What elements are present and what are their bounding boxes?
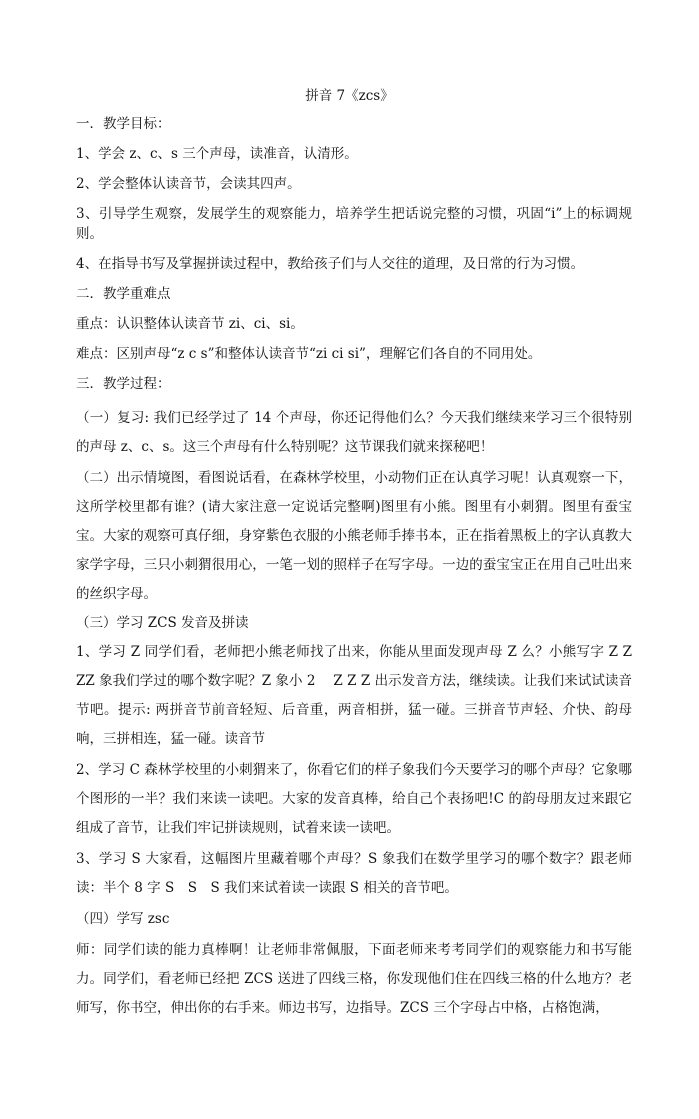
objective-item-3: 3、引导学生观察，发展学生的观察能力，培养学生把话说完整的习惯，巩固“i”上的标调规则。 — [76, 206, 632, 242]
document-body — [76, 114, 632, 1025]
section-heading-process: 三．教学过程： — [76, 376, 171, 392]
learn-s: 3、学习 S 大家看，这幅图片里藏着哪个声母？S 象我们在数学里学习的哪个数字？跟老师读：半个 8 字 S S S 我们来试着读一读跟 S 相关的音节吧。 — [76, 851, 632, 896]
objective-item-1: 1、学会 z、c、s 三个声母，读准音，认清形。 — [76, 146, 358, 162]
process-step-learn-zcs: （三）学习 ZCS 发音及拼读 — [76, 615, 249, 631]
section-heading-key-points: 二．教学重难点 — [76, 286, 171, 302]
difficult-point: 难点：区别声母“z c s”和整体认读音节“zi ci si”，理解它们各自的不同用处。 — [76, 346, 542, 362]
learn-z: 1、学习 Z 同学们看，老师把小熊老师找了出来，你能从里面发现声母 Z 么？小熊写字 Z Z ZZ 象我们学过的哪个数字呢？Z 象小 2 Z Z Z 出示发音方法，继续读。让我们来试试读音节吧。提示: 两拼音节前音轻短、后音重，两音相拼，猛一碰。三拼音节声轻、介快、韵母响，三拼相连，猛一碰。读音节 — [76, 644, 632, 747]
objective-item-2: 2、学会整体认读音节，会读其四声。 — [76, 176, 301, 192]
key-point: 重点：认识整体认读音节 zi、ci、si。 — [76, 316, 304, 332]
writing-instructions: 师：同学们读的能力真棒啊！让老师非常佩服，下面老师来考考同学们的观察能力和书写能力。同学们，看老师已经把 ZCS 送进了四线三格，你发现他们住在四线三格的什么地方？老师写，你书空，伸出你的右手来。师边书写，边指导。ZCS 三个字母占中格，占格饱满， — [76, 942, 632, 1016]
process-step-review: （一）复习: 我们已经学过了 14 个声母，你还记得他们么？今天我们继续来学习三个很特别的声母 z、c、s。这三个声母有什么特别呢？这节课我们就来探秘吧！ — [76, 410, 632, 455]
process-step-writing: （四）学写 zsc — [76, 911, 170, 927]
process-step-scene: （二）出示情境图，看图说话看，在森林学校里，小动物们正在认真学习呢！认真观察一下，这所学校里都有谁？(请大家注意一定说话完整啊)图里有小熊。图里有小刺猬。图里有蚕宝宝。大家的观察可真仔细，身穿紫色衣服的小熊老师手捧书本，正在指着黑板上的字认真教大家学字母，三只小刺猬很用心，一笔一划的照样子在写字母。一边的蚕宝宝正在用自己吐出来的丝织字母。 — [76, 470, 632, 602]
learn-c: 2、学习 C 森林学校里的小刺猬来了，你看它们的样子象我们今天要学习的哪个声母？它象哪个图形的一半？我们来读一读吧。大家的发音真棒，给自己个表扬吧!C 的韵母朋友过来跟它组成了音节，让我们牢记拼读规则，试着来读一读吧。 — [76, 762, 632, 836]
section-heading-objectives: 一．教学目标： — [76, 116, 171, 132]
objective-item-4: 4、在指导书写及掌握拼读过程中，教给孩子们与人交往的道理，及日常的行为习惯。 — [76, 256, 585, 272]
document-title: 拼音 7《zcs》 — [305, 88, 394, 104]
